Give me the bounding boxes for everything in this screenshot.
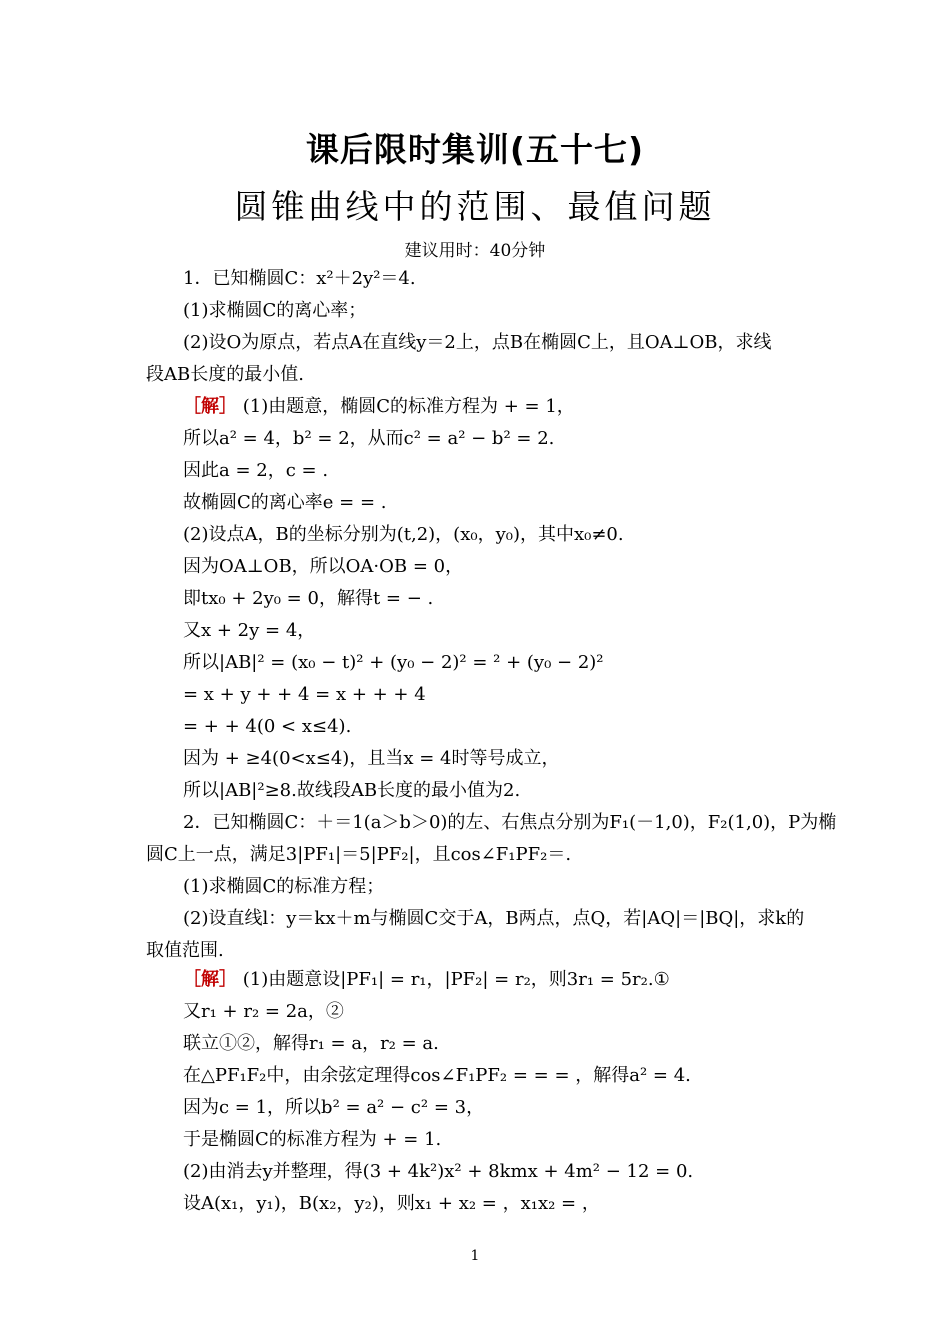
line-text: 因为OA⊥OB，所以OA·OB = 0， — [183, 556, 464, 577]
line-text: (2)设直线l：y＝kx＋m与椭圆C交于A，B两点，点Q，若|AQ|＝|BQ|，求k的 — [183, 908, 805, 929]
text-line — [146, 940, 224, 962]
line-text: (1)求椭圆C的标准方程； — [183, 876, 385, 897]
text-line — [183, 1193, 600, 1215]
text-line — [146, 364, 304, 386]
line-text: 因为c = 1，所以b² = a² − c² = 3， — [183, 1097, 485, 1118]
text-line — [183, 1161, 693, 1183]
line-text: (2)由消去y并整理，得(3 + 4k²)x² + 8kmx + 4m² − 12 = 0. — [183, 1161, 694, 1182]
line-text: = x + y + + 4 = x + + + 4 — [183, 684, 426, 705]
solution-tag: ［解］ — [183, 969, 237, 990]
line-text: 取值范围. — [146, 940, 224, 961]
line-text: 即tx₀ + 2y₀ = 0，解得t = − . — [183, 588, 434, 609]
text-line — [183, 300, 366, 322]
text-line — [183, 652, 604, 674]
page-number: 1 — [470, 1248, 480, 1264]
text-line — [183, 396, 575, 418]
text-line — [183, 908, 804, 930]
text-line — [183, 1065, 691, 1087]
line-text: 圆C上一点，满足3|PF₁|＝5|PF₂|，且cos∠F₁PF₂＝. — [146, 844, 572, 865]
text-line — [183, 428, 554, 450]
text-line — [183, 460, 328, 482]
text-line — [183, 332, 772, 354]
page-subtitle: 圆锥曲线中的范围、最值问题 — [234, 187, 716, 226]
line-text: 段AB长度的最小值. — [146, 364, 304, 385]
text-line — [183, 524, 624, 546]
text-line — [183, 748, 559, 770]
line-text: 于是椭圆C的标准方程为 + = 1. — [183, 1129, 442, 1150]
line-text: 1．已知椭圆C：x²＋2y²＝4. — [183, 268, 416, 289]
text-line — [183, 620, 315, 642]
text-line — [183, 1097, 484, 1119]
line-text: 又r₁ + r₂ = 2a，② — [183, 1001, 344, 1022]
line-text: 所以|AB|²≥8.故线段AB长度的最小值为2. — [183, 780, 521, 801]
text-line — [146, 844, 571, 866]
text-line — [183, 876, 384, 898]
text-line — [183, 969, 670, 991]
text-line — [183, 1001, 344, 1023]
solution-tag: ［解］ — [183, 396, 237, 417]
text-line — [183, 716, 351, 738]
line-text: 联立①②，解得r₁ = a，r₂ = a. — [183, 1033, 439, 1054]
text-line — [183, 268, 416, 290]
line-text: 故椭圆C的离心率e = = . — [183, 492, 387, 513]
line-text: (2)设O为原点，若点A在直线y＝2上，点B在椭圆C上，且OA⊥OB，求线 — [183, 332, 772, 353]
text-line — [183, 1033, 439, 1055]
text-line — [183, 812, 836, 834]
text-line — [183, 780, 520, 802]
line-text: (2)设点A，B的坐标分别为(t,2)，(x₀，y₀)，其中x₀≠0. — [183, 524, 624, 545]
line-text: (1)求椭圆C的离心率； — [183, 300, 367, 321]
line-text: = + + 4(0 < x≤4). — [183, 716, 352, 737]
text-line — [183, 556, 463, 578]
line-text: 在△PF₁F₂中，由余弦定理得cos∠F₁PF₂ = = = ，解得a² = 4. — [183, 1065, 691, 1086]
line-text: (1)由题意，椭圆C的标准方程为 + = 1， — [237, 396, 575, 417]
text-line — [183, 684, 426, 706]
line-text: 因此a = 2，c = . — [183, 460, 329, 481]
line-text: 所以|AB|² = (x₀ − t)² + (y₀ − 2)² = ² + (y₀ − 2)² — [183, 652, 604, 673]
text-line — [183, 492, 386, 514]
text-line — [183, 588, 433, 610]
line-text: (1)由题意设|PF₁| = r₁，|PF₂| = r₂，则3r₁ = 5r₂.① — [237, 969, 670, 990]
line-text: 设A(x₁，y₁)，B(x₂，y₂)，则x₁ + x₂ = ，x₁x₂ = ， — [183, 1193, 600, 1214]
line-text: 所以a² = 4，b² = 2，从而c² = a² − b² = 2. — [183, 428, 555, 449]
page-title: 课后限时集训(五十七) — [305, 130, 645, 169]
line-text: 又x + 2y = 4， — [183, 620, 316, 641]
suggested-time: 建议用时：40分钟 — [404, 241, 546, 261]
line-text: 2．已知椭圆C：＋＝1(a＞b＞0)的左、右焦点分别为F₁(－1,0)，F₂(1,0)，P为椭 — [183, 812, 837, 833]
line-text: 因为 + ≥4(0<x≤4)，且当x = 4时等号成立， — [183, 748, 560, 769]
text-line — [183, 1129, 441, 1151]
